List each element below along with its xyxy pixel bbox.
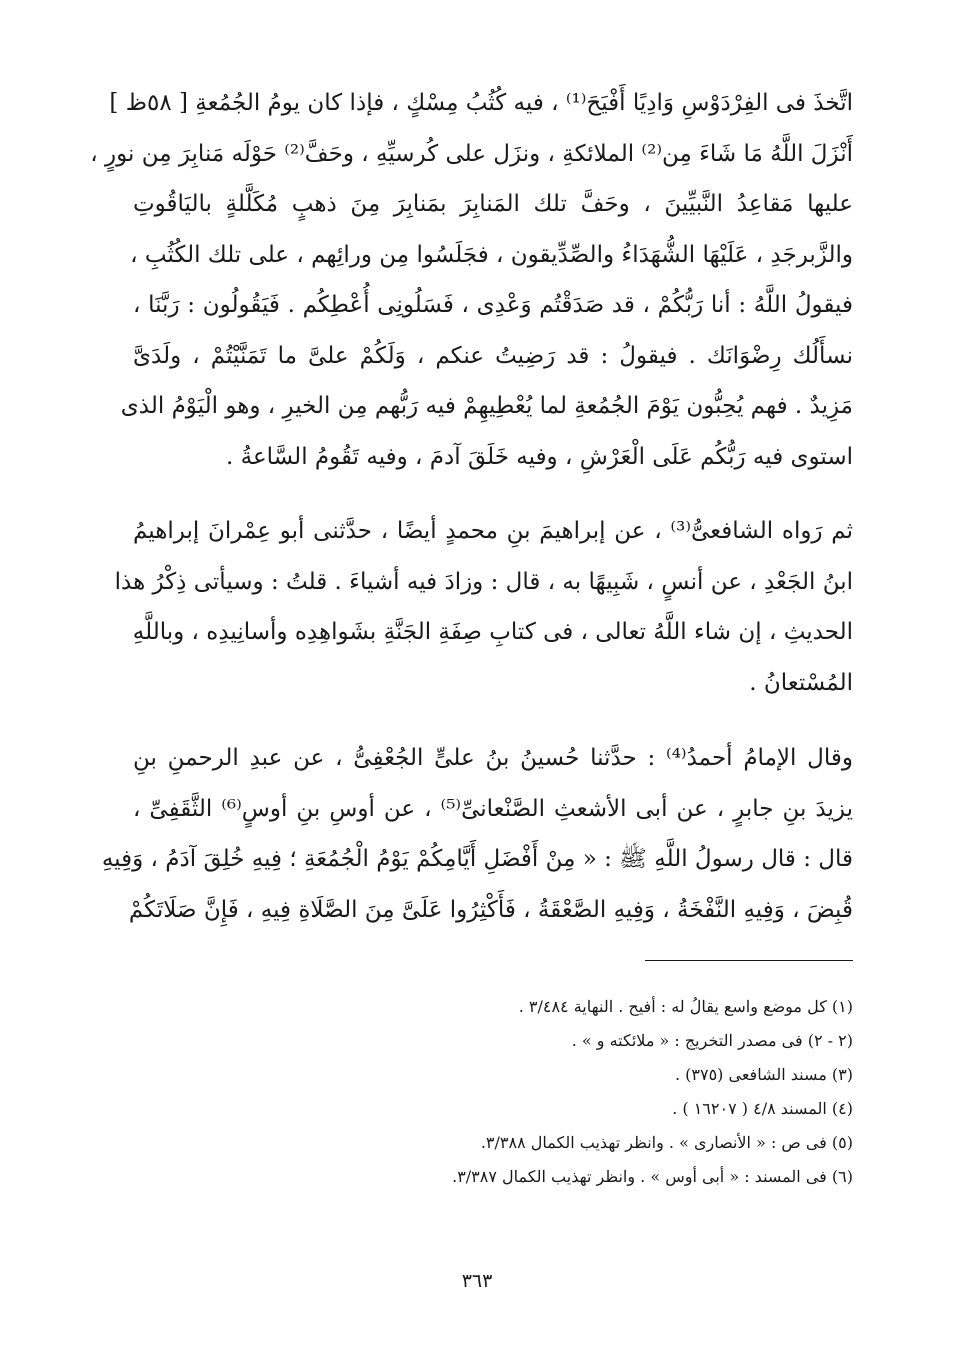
text-line: مَزِيدٌ . فهم يُحِبُّون يَوْمَ الجُمُعةِ لما يُعْطِيهِمْ فيه رَبُّهم مِن الخيرِ ، وهو الْيَوْمُ الذى: [120, 393, 853, 419]
text-line: اتَّخذَ فى الفِرْدَوْسِ وَادِيًا أَفْيَحَ⁽¹⁾ ، فيه كُثُبُ مِسْكٍ ، فإذا كان يومُ الجُمُعةِ [ ٥٨ظ ]: [109, 90, 853, 116]
text-line: قُبِضَ ، وَفِيهِ النَّفْخَةُ ، وَفِيهِ الصَّعْقَةُ ، فَأَكْثِرُوا عَلَىَّ مِنَ الصَّلَاةِ فِيهِ ، فَإِنَّ صَلَاتَكُمْ: [128, 896, 853, 923]
text-line: قال : قال رسولُ اللَّهِ ﷺ : « مِنْ أَفْضَلِ أَيَّامِكُمْ يَوْمُ الْجُمُعَةِ ؛ فِيهِ خُلِقَ آدَمُ ، وَفِيهِ: [101, 846, 853, 872]
text-line: والزَّبرجَدِ ، عَلَيْهَا الشُّهَدَاءُ والصِّدِّيقون ، فجَلَسُوا مِن ورائِهم ، على تلك الكُثُبِ ،: [130, 241, 853, 268]
text-line: عليها مَقاعِدُ النَّبيِّينَ ، وحَفَّ تلك المَنابِرَ بمَنابِرَ مِنَ ذهبٍ مُكَلَّلةٍ باليَاقُوتِ: [133, 191, 853, 217]
paragraph-2: [114, 506, 853, 708]
text-line: استوى فيه رَبُّكُم عَلَى الْعَرْشِ ، وفيه خَلَقَ آدمَ ، وفيه تَقُومُ السَّاعةُ .: [225, 443, 853, 470]
paragraph-1: [90, 78, 853, 482]
footnote-item: (٦) فى المسند : « أبى أوس » . وانظر تهذيب الكمال ٣/٣٨٧.: [452, 1167, 853, 1186]
footnote-item: (٣) مسند الشافعى (٣٧٥) .: [674, 1065, 853, 1084]
footnote-divider: [645, 960, 853, 961]
paragraph-3: [101, 733, 853, 935]
footnote-item: (١) كل موضع واسع يقالُ له : أفيح . النهاية ٣/٤٨٤ .: [518, 997, 853, 1016]
footnote-item: (٢ - ٢) فى مصدر التخريج : « ملائكته و » .: [571, 1031, 853, 1050]
page-number: ٣٦٣: [461, 1270, 493, 1292]
footnote-item: (٥) فى ص : « الأنصارى » . وانظر تهذيب الكمال ٣/٣٨٨.: [480, 1133, 853, 1152]
text-line: وقال الإمامُ أحمدُ⁽⁴⁾ : حدَّثنا حُسينُ بنُ علىٍّ الجُعْفِىُّ ، عن عبدِ الرحمنِ بنِ: [133, 745, 853, 771]
text-line: يزيدَ بنِ جابرٍ ، عن أبى الأشعثِ الصَّنْعانىِّ⁽⁵⁾ ، عن أوسِ بنِ أوسٍ⁽⁶⁾ الثَّقَفِىِّ ،: [133, 795, 853, 822]
text-line: نسأَلُك رِضْوَانَك . فيقولُ : قد رَضِيتُ عنكم ، وَلَكُمْ علىَّ ما تَمَنَّيْتُمْ ، ولَدَىَّ: [133, 342, 853, 369]
text-line: الحديثِ ، إن شاء اللَّهُ تعالى ، فى كتابِ صِفَةِ الجَنَّةِ بشَواهِدِه وأسانِيدِه ، وباللَّهِ: [132, 619, 853, 645]
footnote-item: (٤) المسند ٤/٨ ( ١٦٢٠٧ ) .: [672, 1099, 853, 1118]
text-line: المُسْتعانُ .: [749, 669, 853, 696]
text-line: أَنْزَلَ اللَّهُ مَا شَاءَ مِن⁽²⁾ الملائكةِ ، ونزَل على كُرسيِّهِ ، وحَفَّ⁽²⁾ حَوْلَه مَنابِرَ مِن نورٍ ،: [90, 140, 853, 167]
footnotes-list: [300, 990, 853, 1194]
text-line: فيقولُ اللَّهُ : أنا رَبُّكُمْ ، قد صَدَقْتُم وَعْدِى ، فَسَلُونِى أُعْطِكُم . فَيَقُولُون : رَبَّنَا ،: [133, 292, 853, 318]
text-line: ابنُ الجَعْدِ ، عن أنسٍ ، شَبِيهًا به ، قال : وزادَ فيه أشياءَ . قلتُ : وسيأتى ذِكْرُ هذا: [114, 568, 853, 595]
text-line: ثم رَواه الشافعىُّ⁽³⁾ ، عن إبراهيمَ بنِ محمدٍ أيضًا ، حدَّثنى أبو عِمْرانَ إبراهيمُ: [133, 518, 853, 544]
